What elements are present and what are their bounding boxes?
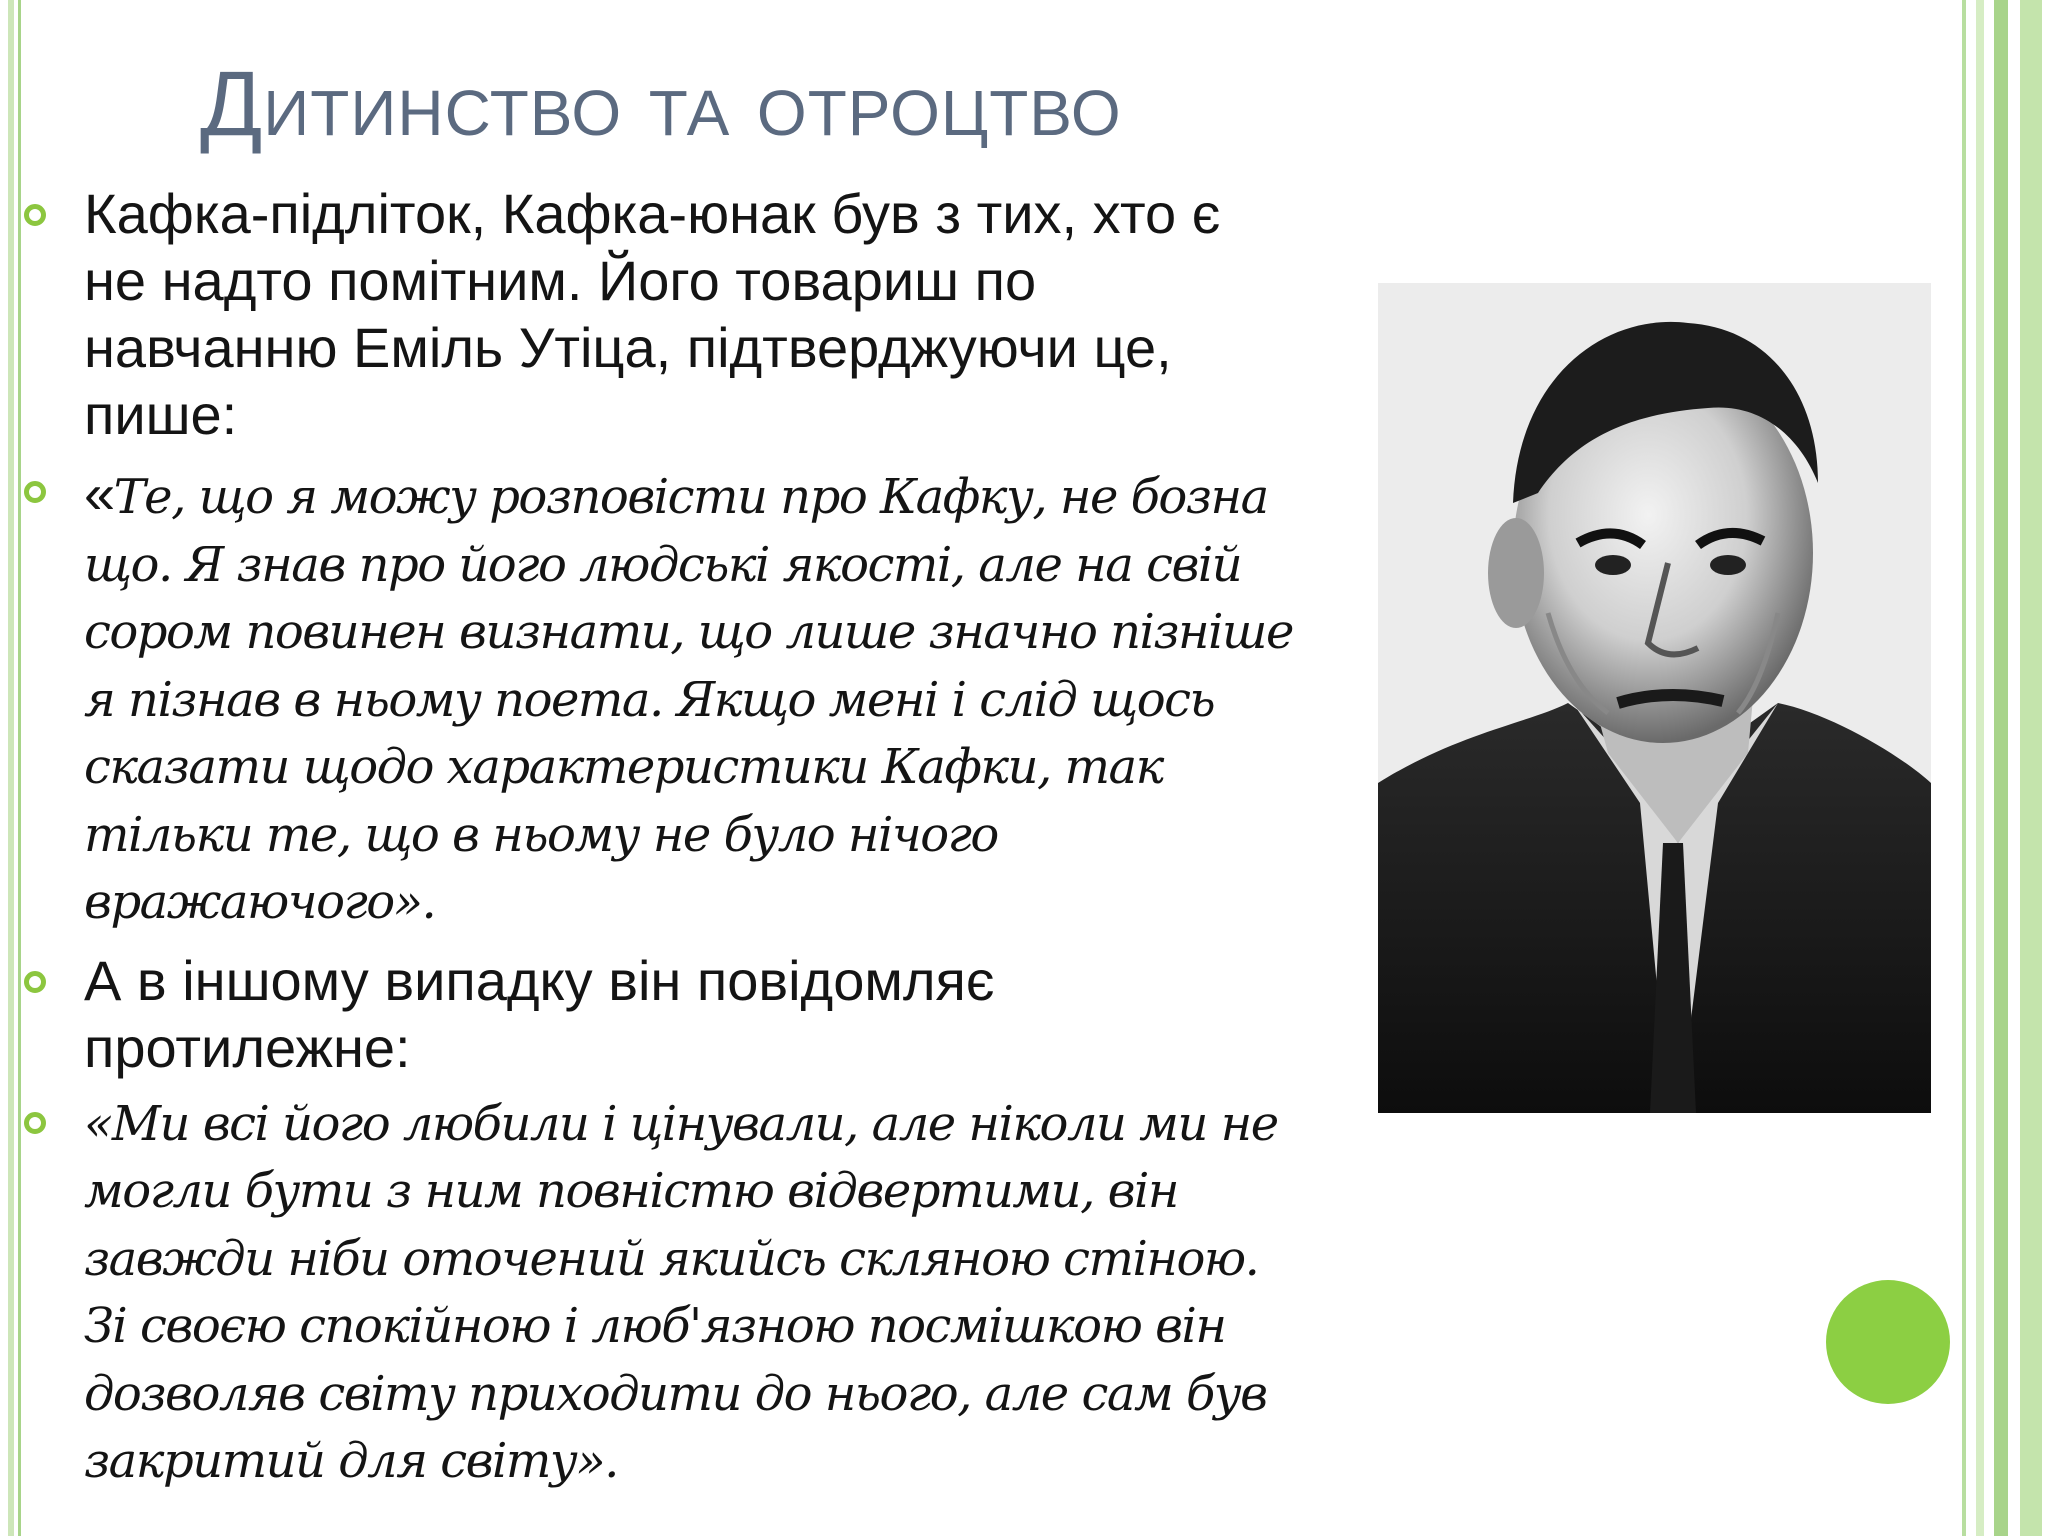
frame-line (1994, 0, 2008, 1536)
frame-line (2020, 0, 2042, 1536)
item-text: А в іншому випадку він повідомляє протилежне: (84, 948, 995, 1079)
circle-bullet-icon (24, 481, 46, 503)
quote-mark: « (84, 462, 114, 525)
accent-circle (1826, 1280, 1950, 1404)
circle-bullet-icon (24, 971, 46, 993)
list-item (24, 180, 1294, 448)
frame-line (1976, 0, 1984, 1536)
frame-line (8, 0, 14, 1536)
bullet-list (24, 180, 1294, 1496)
circle-bullet-icon (24, 204, 46, 226)
frame-line (1962, 0, 1966, 1536)
portrait-photo (1378, 283, 1931, 1113)
list-item (24, 1091, 1294, 1496)
frame-line (18, 0, 21, 1536)
quote-text: Те, що я можу розповісти про Кафку, не бозна що. Я знав про його людські якості, але на свій сором повинен визнати, що лише значно пізніше я пізнав в ньому поета. Якщо мені і слід щось сказати щодо характеристики Кафки, так тільки те, що в ньому не було нічого вражаючого». (84, 469, 1293, 930)
list-item (24, 947, 1294, 1081)
slide-title: Дитинство та отроцтво (200, 53, 1122, 155)
circle-bullet-icon (24, 1112, 46, 1134)
item-text: Кафка-підліток, Кафка-юнак був з тих, хто є не надто помітним. Його товариш по навчанню Еміль Утіца, підтверджуючи це, пише: (84, 182, 1221, 446)
quote-text: «Ми всі його любили і цінували, але ніколи ми не могли бути з ним повністю відвертими, він завжди ніби оточений якийсь скляною стіною. Зі своєю спокійною і люб'язною посмішкою він дозволяв світу приходити до нього, але сам був закритий для світу». (84, 1095, 1278, 1489)
list-item (24, 460, 1294, 937)
